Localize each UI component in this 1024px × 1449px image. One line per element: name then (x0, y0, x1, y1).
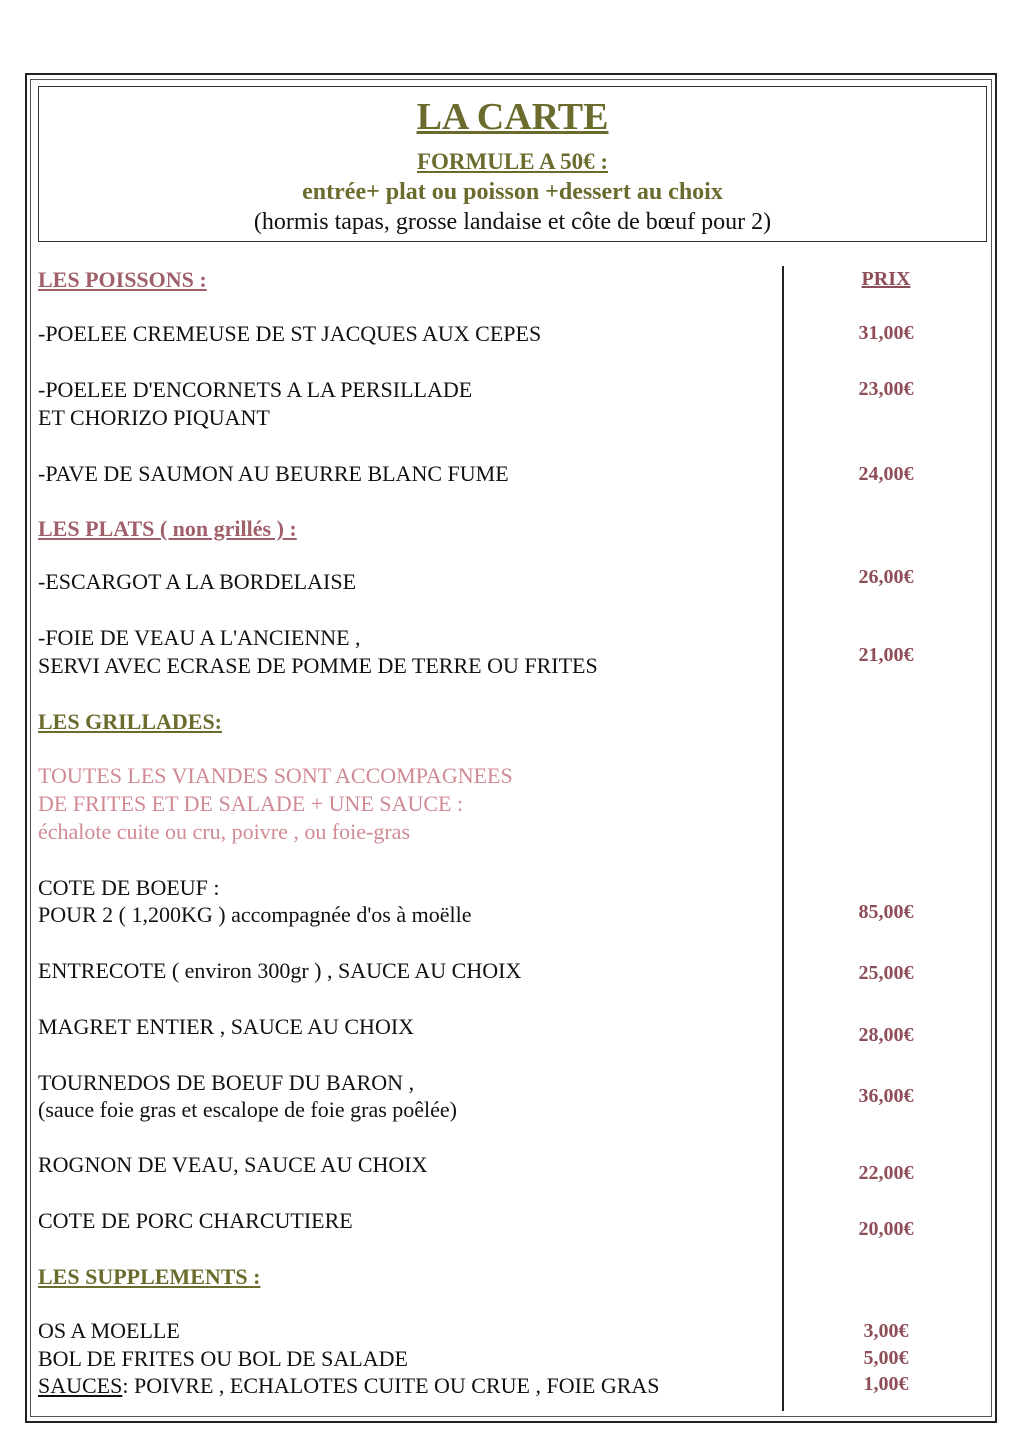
grillades-note: DE FRITES ET DE SALADE + UNE SAUCE : (38, 791, 464, 816)
section-heading-supplements: LES SUPPLEMENTS : (38, 1264, 261, 1289)
menu-item-price: 24,00€ (858, 463, 914, 485)
menu-item: COTE DE BOEUF : (38, 875, 220, 900)
menu-item: -PAVE DE SAUMON AU BEURRE BLANC FUME (38, 461, 509, 486)
menu-item-price: 1,00€ (863, 1373, 909, 1395)
menu-item: OS A MOELLE (38, 1318, 180, 1343)
menu-item: MAGRET ENTIER , SAUCE AU CHOIX (38, 1014, 415, 1039)
menu-item-price: 36,00€ (858, 1085, 914, 1107)
menu-item: ENTRECOTE ( environ 300gr ) , SAUCE AU CHOIX (38, 958, 522, 983)
menu-item-price: 28,00€ (858, 1024, 914, 1046)
menu-item-price: 31,00€ (858, 322, 914, 344)
sauces-list: : POIVRE , ECHALOTES CUITE OU CRUE , FOIE GRAS (122, 1373, 660, 1398)
menu-item-detail: ET CHORIZO PIQUANT (38, 405, 270, 430)
menu-item-price: 3,00€ (863, 1320, 909, 1342)
menu-item-detail: SERVI AVEC ECRASE DE POMME DE TERRE OU FRITES (38, 653, 598, 678)
menu-item-price: 21,00€ (858, 644, 914, 666)
page-title: LA CARTE (416, 96, 609, 138)
formule-detail: entrée+ plat ou poisson +dessert au choix (302, 179, 723, 205)
menu-item-price: 26,00€ (858, 566, 914, 588)
price-column-divider (782, 266, 784, 1411)
menu-item: -POELEE CREMEUSE DE ST JACQUES AUX CEPES (38, 321, 542, 346)
menu-item: ROGNON DE VEAU, SAUCE AU CHOIX (38, 1152, 428, 1177)
menu-header (38, 86, 987, 242)
menu-item-price: 85,00€ (858, 901, 914, 923)
menu-item: -FOIE DE VEAU A L'ANCIENNE , (38, 625, 361, 650)
formule-note: (hormis tapas, grosse landaise et côte de bœuf pour 2) (253, 209, 772, 235)
grillades-note: échalote cuite ou cru, poivre , ou foie-gras (38, 819, 411, 844)
price-column-heading: PRIX (861, 268, 911, 290)
menu-item-detail: (sauce foie gras et escalope de foie gras poêlée) (38, 1097, 457, 1122)
menu-item-price: 22,00€ (858, 1162, 914, 1184)
section-heading-poissons: LES POISSONS : (38, 267, 207, 292)
section-heading-grillades: LES GRILLADES: (38, 709, 223, 734)
formule-heading: FORMULE A 50€ : (416, 149, 609, 174)
menu-item: COTE DE PORC CHARCUTIERE (38, 1208, 353, 1233)
menu-item-price: 5,00€ (863, 1347, 909, 1369)
menu-item-detail: POUR 2 ( 1,200KG ) accompagnée d'os à moëlle (38, 902, 472, 927)
menu-item: -ESCARGOT A LA BORDELAISE (38, 569, 357, 594)
menu-item-price: 20,00€ (858, 1218, 914, 1240)
menu-item-price: 23,00€ (858, 378, 914, 400)
menu-item: BOL DE FRITES OU BOL DE SALADE (38, 1346, 408, 1371)
section-heading-plats: LES PLATS ( non grillés ) : (38, 516, 297, 541)
sauces-label: SAUCES (38, 1373, 123, 1398)
grillades-note: TOUTES LES VIANDES SONT ACCOMPAGNEES (38, 763, 513, 788)
menu-item-sauces (38, 1372, 660, 1400)
menu-item: TOURNEDOS DE BOEUF DU BARON , (38, 1070, 415, 1095)
menu-item: -POELEE D'ENCORNETS A LA PERSILLADE (38, 377, 473, 402)
menu-item-price: 25,00€ (858, 962, 914, 984)
